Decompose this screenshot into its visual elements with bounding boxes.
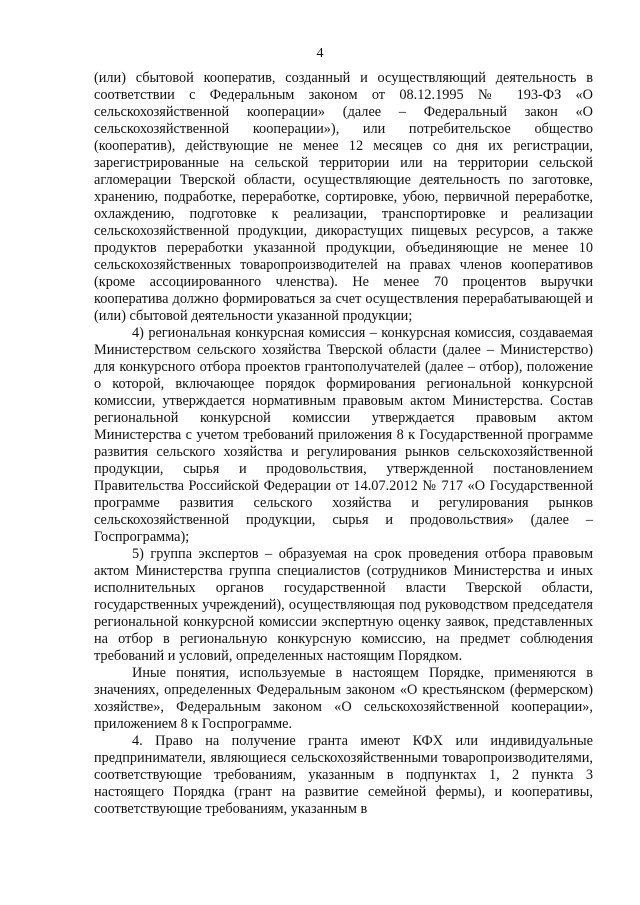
paragraph-grant-eligibility: 4. Право на получение гранта имеют КФХ или индивидуальные предприниматели, являющиеся сельскохозяйственными товаропроизводителями, соответствующие требованиям, указанным в подпунктах 1, 2 пункта 3 настоящего Порядка (грант на развитие семейной фермы), и кооперативы, соответствующие требованиям, указанным в [94, 733, 593, 817]
paragraph-expert-group: 5) группа экспертов – образуемая на срок проведения отбора правовым актом Министерства группа специалистов (сотрудников Министерства и иных исполнительных органов государственной власти Тверской области, государственных учреждений), осуществляющая под руководством председателя региональной конкурсной комиссии экспертную оценку заявок, представленных на отбор в региональную конкурсную комиссию, на предмет соблюдения требований и условий, определенных настоящим Порядком. [94, 546, 593, 664]
document-body [94, 70, 593, 818]
page-number: 4 [316, 46, 324, 61]
paragraph-cooperative-definition: (или) сбытовой кооператив, созданный и осуществляющий деятельность в соответствии с Федеральным законом от 08.12.1995 № 193-ФЗ «О сельскохозяйственной кооперации» (далее – Федеральный закон «О сельскохозяйственной кооперации»), или потребительское общество (кооператив), действующие не менее 12 месяцев со дня их регистрации, зарегистрированные на сельской территории или на территории сельской агломерации Тверской области, осуществляющие деятельность по заготовке, хранению, подработке, переработке, сортировке, убою, первичной переработке, охлаждению, подготовке к реализации, транспортировке и реализации сельскохозяйственной продукции, дикорастущих пищевых ресурсов, а также продуктов переработки указанной продукции, объединяющие не менее 10 сельскохозяйственных товаропроизводителей на правах членов кооперативов (кроме ассоциированного членства). Не менее 70 процентов выручки кооператива должно формироваться за счет осуществления перерабатывающей и (или) сбытовой деятельности указанной продукции; [94, 70, 593, 324]
paragraph-other-terms: Иные понятия, используемые в настоящем Порядке, применяются в значениях, определенных Федеральным законом «О крестьянском (фермерском) хозяйстве», Федеральным законом «О сельскохозяйственной кооперации», приложением 8 к Госпрограмме. [94, 665, 593, 732]
paragraph-regional-commission: 4) региональная конкурсная комиссия – конкурсная комиссия, создаваемая Министерством сельского хозяйства Тверской области (далее – Министерство) для конкурсного отбора проектов грантополучателей (далее – отбор), положение о которой, включающее порядок формирования региональной конкурсной комиссии, утверждается нормативным правовым актом Министерства. Состав региональной конкурсной комиссии утверждается правовым актом Министерства с учетом требований приложения 8 к Государственной программе развития сельского хозяйства и регулирования рынков сельскохозяйственной продукции, сырья и продовольствия, утвержденной постановлением Правительства Российской Федерации от 14.07.2012 № 717 «О Государственной программе развития сельского хозяйства и регулирования рынков сельскохозяйственной продукции, сырья и продовольствия» (далее – Госпрограмма); [94, 325, 593, 545]
